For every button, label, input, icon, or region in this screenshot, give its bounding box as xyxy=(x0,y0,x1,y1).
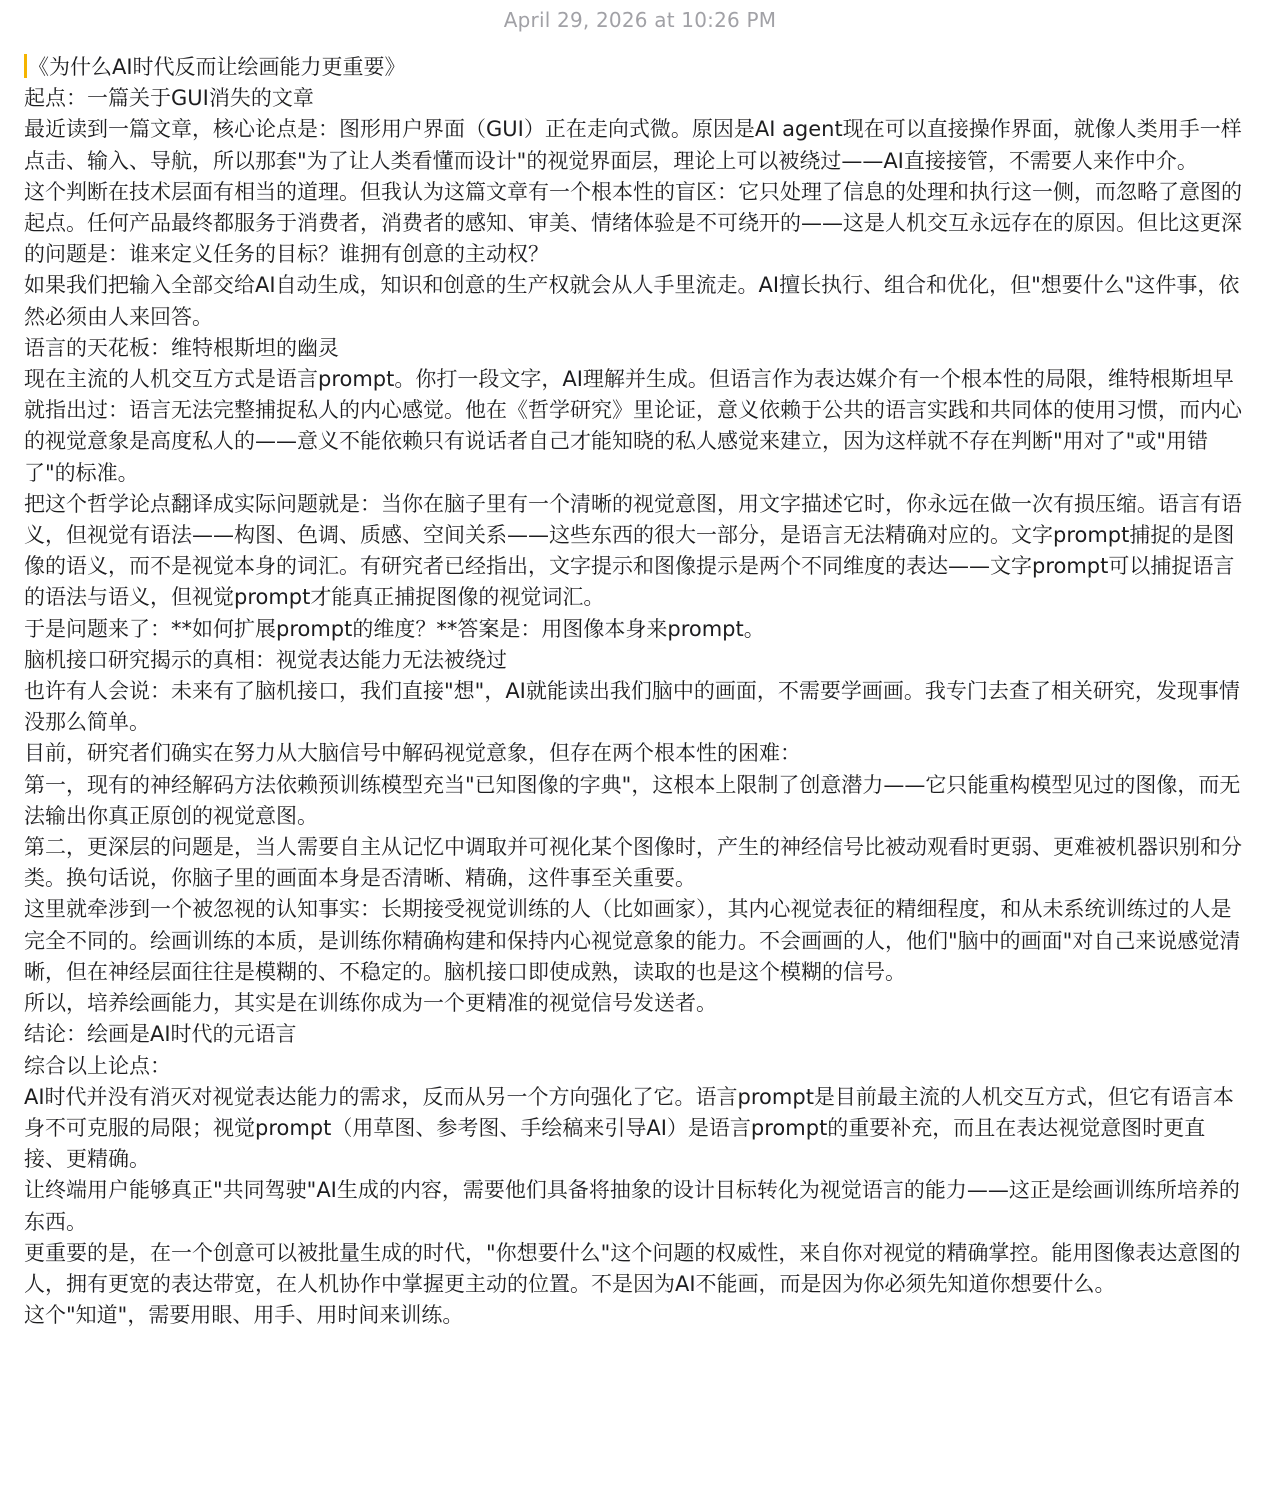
note-paragraph[interactable]: 现在主流的人机交互方式是语言prompt。你打一段文字，AI理解并生成。但语言作为表达媒介有一个根本性的局限，维特根斯坦早就指出过：语言无法完整捕捉私人的内心感觉。他在《哲学研究》里论证，意义依赖于公共的语言实践和共同体的使用习惯，而内心的视觉意象是高度私人的——意义不能依赖只有说话者自己才能知晓的私人感觉来建立，因为这样就不存在判断"用对了"或"用错了"的标准。 xyxy=(24,367,1242,485)
note-paragraph[interactable]: 这个"知道"，需要用眼、用手、用时间来训练。 xyxy=(24,1303,464,1328)
note-paragraph[interactable]: 综合以上论点： xyxy=(24,1053,171,1078)
note-paragraph[interactable]: 所以，培养绘画能力，其实是在训练你成为一个更精准的视觉信号发送者。 xyxy=(24,991,717,1016)
note-title-line[interactable] xyxy=(24,52,1246,83)
note-paragraph[interactable]: 也许有人会说：未来有了脑机接口，我们直接"想"，AI就能读出我们脑中的画面，不需要学画画。我专门去查了相关研究，发现事情没那么简单。 xyxy=(24,679,1240,735)
note-paragraph[interactable]: 目前，研究者们确实在努力从大脑信号中解码视觉意象，但存在两个根本性的困难： xyxy=(24,741,801,766)
note-title: 《为什么AI时代反而让绘画能力更重要》 xyxy=(28,55,406,79)
section-heading[interactable]: 起点：一篇关于GUI消失的文章 xyxy=(24,86,314,111)
note-paragraph[interactable]: AI时代并没有消灭对视觉表达能力的需求，反而从另一个方向强化了它。语言prompt是目前最主流的人机交互方式，但它有语言本身不可克服的局限；视觉prompt（用草图、参考图、手绘稿来引导AI）是语言prompt的重要补充，而且在表达视觉意图时更直接、更精确。 xyxy=(24,1084,1234,1172)
note-paragraph[interactable]: 这个判断在技术层面有相当的道理。但我认为这篇文章有一个根本性的盲区：它只处理了信息的处理和执行这一侧，而忽略了意图的起点。任何产品最终都服务于消费者，消费者的感知、审美、情绪体验是不可绕开的——这是人机交互永远存在的原因。但比这更深的问题是：谁来定义任务的目标？谁拥有创意的主动权？ xyxy=(24,179,1242,267)
note-paragraph[interactable]: 于是问题来了：**如何扩展prompt的维度？**答案是：用图像本身来prompt。 xyxy=(24,616,765,641)
note-paragraph[interactable]: 最近读到一篇文章，核心论点是：图形用户界面（GUI）正在走向式微。原因是AI agent现在可以直接操作界面，就像人类用手一样点击、输入、导航，所以那套"为了让人类看懂而设计"的视觉界面层，理论上可以被绕过——AI直接接管，不需要人来作中介。 xyxy=(24,117,1242,173)
note-paragraph[interactable]: 让终端用户能够真正"共同驾驶"AI生成的内容，需要他们具备将抽象的设计目标转化为视觉语言的能力——这正是绘画训练所培养的东西。 xyxy=(24,1178,1240,1234)
note-paragraph[interactable]: 如果我们把输入全部交给AI自动生成，知识和创意的生产权就会从人手里流走。AI擅长执行、组合和优化，但"想要什么"这件事，依然必须由人来回答。 xyxy=(24,273,1240,329)
text-cursor xyxy=(24,54,27,78)
section-heading[interactable]: 脑机接口研究揭示的真相：视觉表达能力无法被绕过 xyxy=(24,647,507,672)
note-timestamp: April 29, 2026 at 10:26 PM xyxy=(503,8,777,32)
note-paragraph[interactable]: 更重要的是，在一个创意可以被批量生成的时代，"你想要什么"这个问题的权威性，来自你对视觉的精确掌控。能用图像表达意图的人，拥有更宽的表达带宽，在人机协作中掌握更主动的位置。不是因为AI不能画，而是因为你必须先知道你想要什么。 xyxy=(24,1240,1241,1296)
note-paragraph[interactable]: 第二，更深层的问题是，当人需要自主从记忆中调取并可视化某个图像时，产生的神经信号比被动观看时更弱、更难被机器识别和分类。换句话说，你脑子里的画面本身是否清晰、精确，这件事至关重要。 xyxy=(24,835,1242,891)
section-heading[interactable]: 语言的天花板：维特根斯坦的幽灵 xyxy=(24,335,339,360)
note-paragraph[interactable]: 这里就牵涉到一个被忽视的认知事实：长期接受视觉训练的人（比如画家），其内心视觉表征的精细程度，和从未系统训练过的人是完全不同的。绘画训练的本质，是训练你精确构建和保持内心视觉意象的能力。不会画画的人，他们"脑中的画面"对自己来说感觉清晰，但在神经层面往往是模糊的、不稳定的。脑机接口即使成熟，读取的也是这个模糊的信号。 xyxy=(24,897,1241,984)
note-editor[interactable] xyxy=(24,52,1246,1331)
note-paragraph[interactable]: 把这个哲学论点翻译成实际问题就是：当你在脑子里有一个清晰的视觉意图，用文字描述它时，你永远在做一次有损压缩。语言有语义，但视觉有语法——构图、色调、质感、空间关系——这些东西的很大一部分，是语言无法精确对应的。文字prompt捕捉的是图像的语义，而不是视觉本身的词汇。有研究者已经指出，文字提示和图像提示是两个不同维度的表达——文字prompt可以捕捉语言的语法与语义，但视觉prompt才能真正捕捉图像的视觉词汇。 xyxy=(24,491,1242,610)
note-paragraph[interactable]: 第一，现有的神经解码方法依赖预训练模型充当"已知图像的字典"，这根本上限制了创意潜力——它只能重构模型见过的图像，而无法输出你真正原创的视觉意图。 xyxy=(24,772,1241,828)
section-heading[interactable]: 结论：绘画是AI时代的元语言 xyxy=(24,1022,297,1047)
